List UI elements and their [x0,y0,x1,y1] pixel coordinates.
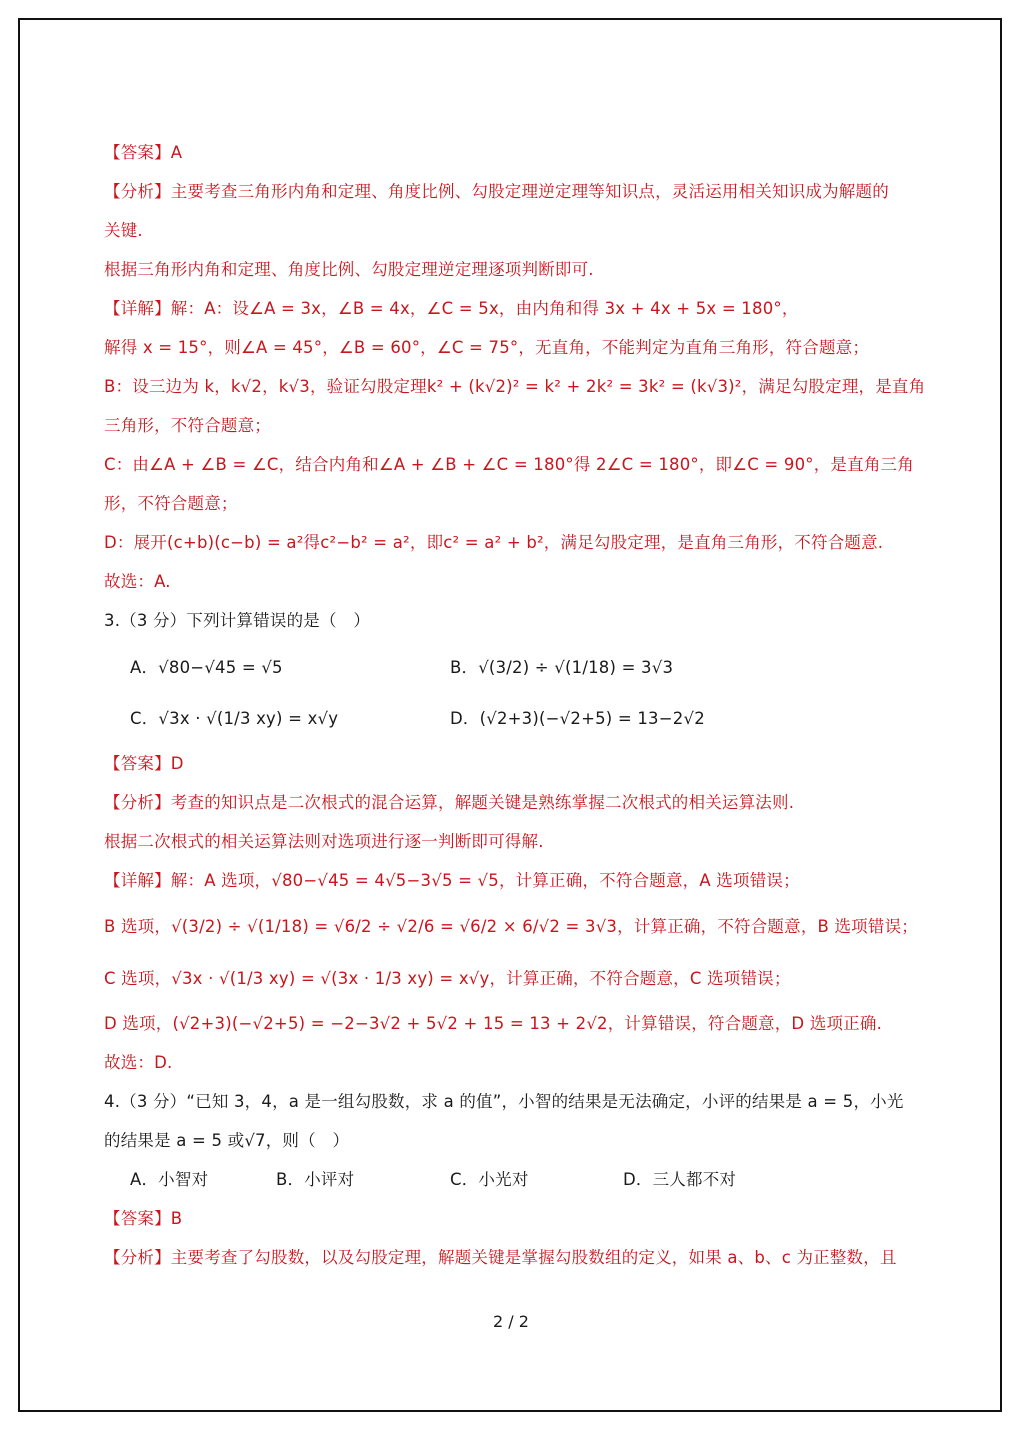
option-3a: A．√80−√45 = √5 [130,658,283,677]
option-4b: B．小评对 [276,1170,355,1189]
option-4a: A．小智对 [130,1170,209,1189]
question-4-cont: 的结果是 a = 5 或√7，则（ ） [104,1131,350,1150]
choice-line-3: 故选：D. [104,1053,173,1072]
analysis-line: 【分析】主要考查三角形内角和定理、角度比例、勾股定理逆定理等知识点，灵活运用相关知识成为解题的 [104,182,889,201]
answer-line-3: 【答案】D [104,754,184,773]
question-3: 3.（3 分）下列计算错误的是（ ） [104,611,371,630]
method-line: 根据三角形内角和定理、角度比例、勾股定理逆定理逐项判断即可. [104,260,594,279]
detail-line-d: D：展开(c+b)(c−b) = a²得c²−b² = a²，即c² = a² + b²，满足勾股定理，是直角三角形，不符合题意. [104,533,884,552]
option-4d: D．三人都不对 [623,1170,737,1189]
detail-line-3b: B 选项，√(3/2) ÷ √(1/18) = √6/2 ÷ √2/6 = √6/2 × 6/√2 = 3√3，计算正确，不符合题意，B 选项错误； [104,917,918,936]
analysis-line-3: 【分析】考查的知识点是二次根式的混合运算，解题关键是熟练掌握二次根式的相关运算法则. [104,793,795,812]
question-4: 4.（3 分）“已知 3，4，a 是一组勾股数，求 a 的值”，小智的结果是无法确定，小评的结果是 a = 5，小光 [104,1092,904,1111]
option-4c: C．小光对 [450,1170,529,1189]
detail-line-b1: B：设三边为 k，k√2，k√3，验证勾股定理k² + (k√2)² = k² + 2k² = 3k² = (k√3)²，满足勾股定理，是直角 [104,377,926,396]
option-3b: B．√(3/2) ÷ √(1/18) = 3√3 [450,658,674,677]
detail-line-a1: 【详解】解：A：设∠A = 3x，∠B = 4x，∠C = 5x，由内角和得 3x + 4x + 5x = 180°， [104,299,799,318]
analysis-line-cont: 关键. [104,221,143,240]
answer-line-4: 【答案】B [104,1209,183,1228]
detail-line-3c: C 选项，√3x · √(1/3 xy) = √(3x · 1/3 xy) = x√y，计算正确，不符合题意，C 选项错误； [104,969,791,988]
option-3c: C．√3x · √(1/3 xy) = x√y [130,709,339,728]
answer-line: 【答案】A [104,143,183,162]
detail-line-3d: D 选项，(√2+3)(−√2+5) = −2−3√2 + 5√2 + 15 = 13 + 2√2，计算错误，符合题意，D 选项正确. [104,1014,883,1033]
choice-line: 故选：A. [104,572,171,591]
method-line-3: 根据二次根式的相关运算法则对选项进行逐一判断即可得解. [104,832,544,851]
detail-line-3a: 【详解】解：A 选项，√80−√45 = 4√5−3√5 = √5，计算正确，不符合题意，A 选项错误； [104,871,800,890]
option-3d: D．(√2+3)(−√2+5) = 13−2√2 [450,709,705,728]
analysis-line-4: 【分析】主要考查了勾股数，以及勾股定理，解题关键是掌握勾股数组的定义，如果 a、b、c 为正整数，且 [104,1248,897,1267]
detail-line-a2: 解得 x = 15°，则∠A = 45°，∠B = 60°，∠C = 75°，无直角，不能判定为直角三角形，符合题意； [104,338,870,357]
detail-line-b2: 三角形，不符合题意； [104,416,271,435]
detail-line-c1: C：由∠A + ∠B = ∠C，结合内角和∠A + ∠B + ∠C = 180°得 2∠C = 180°，即∠C = 90°，是直角三角 [104,455,914,474]
detail-line-c2: 形，不符合题意； [104,494,238,513]
page-number: 2 / 2 [493,1312,529,1331]
